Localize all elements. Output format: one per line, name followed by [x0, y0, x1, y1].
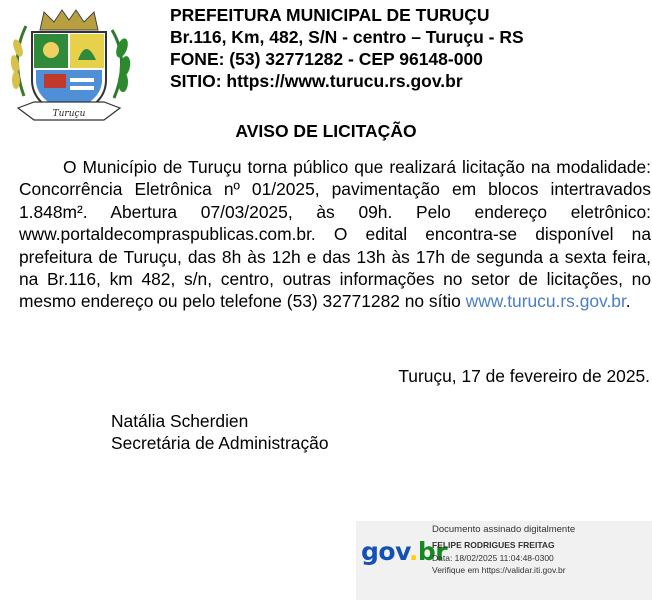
- signature-signer: FELIPE RODRIGUES FREITAG: [432, 540, 555, 551]
- notice-title: AVISO DE LICITAÇÃO: [235, 121, 417, 141]
- notice-body-text: O Município de Turuçu torna público que realizará licitação na modalidade: Concorrência Eletrônica nº 01/2025, pavimentação em blocos intertravados 1.848m². Abertura 07/03/2025, às 09h. Pelo endereço eletrônico: www.portaldecompraspublicas.com.br. O edital encontra-se disponível na prefeitura de Turuçu, das 8h às 12h e das 13h às 17h de segunda a sexta feira, na Br.116, km 482, s/n, centro, outras informações no setor de licitações, no mesmo endereço ou pelo telefone (53) 32771282 no sítio: [19, 157, 651, 312]
- phone-line: FONE: (53) 32771282 - CEP 96148-000: [170, 49, 483, 69]
- signature-heading: Documento assinado digitalmente: [432, 524, 576, 535]
- notice-date: Turuçu, 17 de fevereiro de 2025.: [398, 366, 650, 386]
- signer-role: Secretária de Administração: [111, 433, 329, 453]
- crest-banner-text: Turuçu: [52, 109, 86, 119]
- municipal-crest-logo: [4, 8, 134, 124]
- signature-verify: Verifique em https://validar.iti.gov.br: [432, 564, 566, 575]
- notice-body-end: .: [625, 291, 631, 312]
- signer-name: Natália Scherdien: [111, 411, 249, 431]
- signer-block: [111, 410, 329, 454]
- website-link[interactable]: www.turucu.rs.gov.br: [465, 291, 626, 312]
- notice-body: [19, 156, 651, 313]
- digital-signature-stamp: [356, 521, 652, 600]
- website-line: SITIO: https://www.turucu.rs.gov.br: [170, 71, 463, 91]
- govbr-logo: gov.br: [361, 537, 448, 566]
- address-line: Br.116, Km, 482, S/N - centro – Turuçu - RS: [170, 27, 524, 47]
- municipality-name: PREFEITURA MUNICIPAL DE TURUÇU: [170, 5, 490, 25]
- letterhead: [170, 4, 524, 92]
- signature-date: Data: 18/02/2025 11:04:48-0300: [432, 552, 554, 563]
